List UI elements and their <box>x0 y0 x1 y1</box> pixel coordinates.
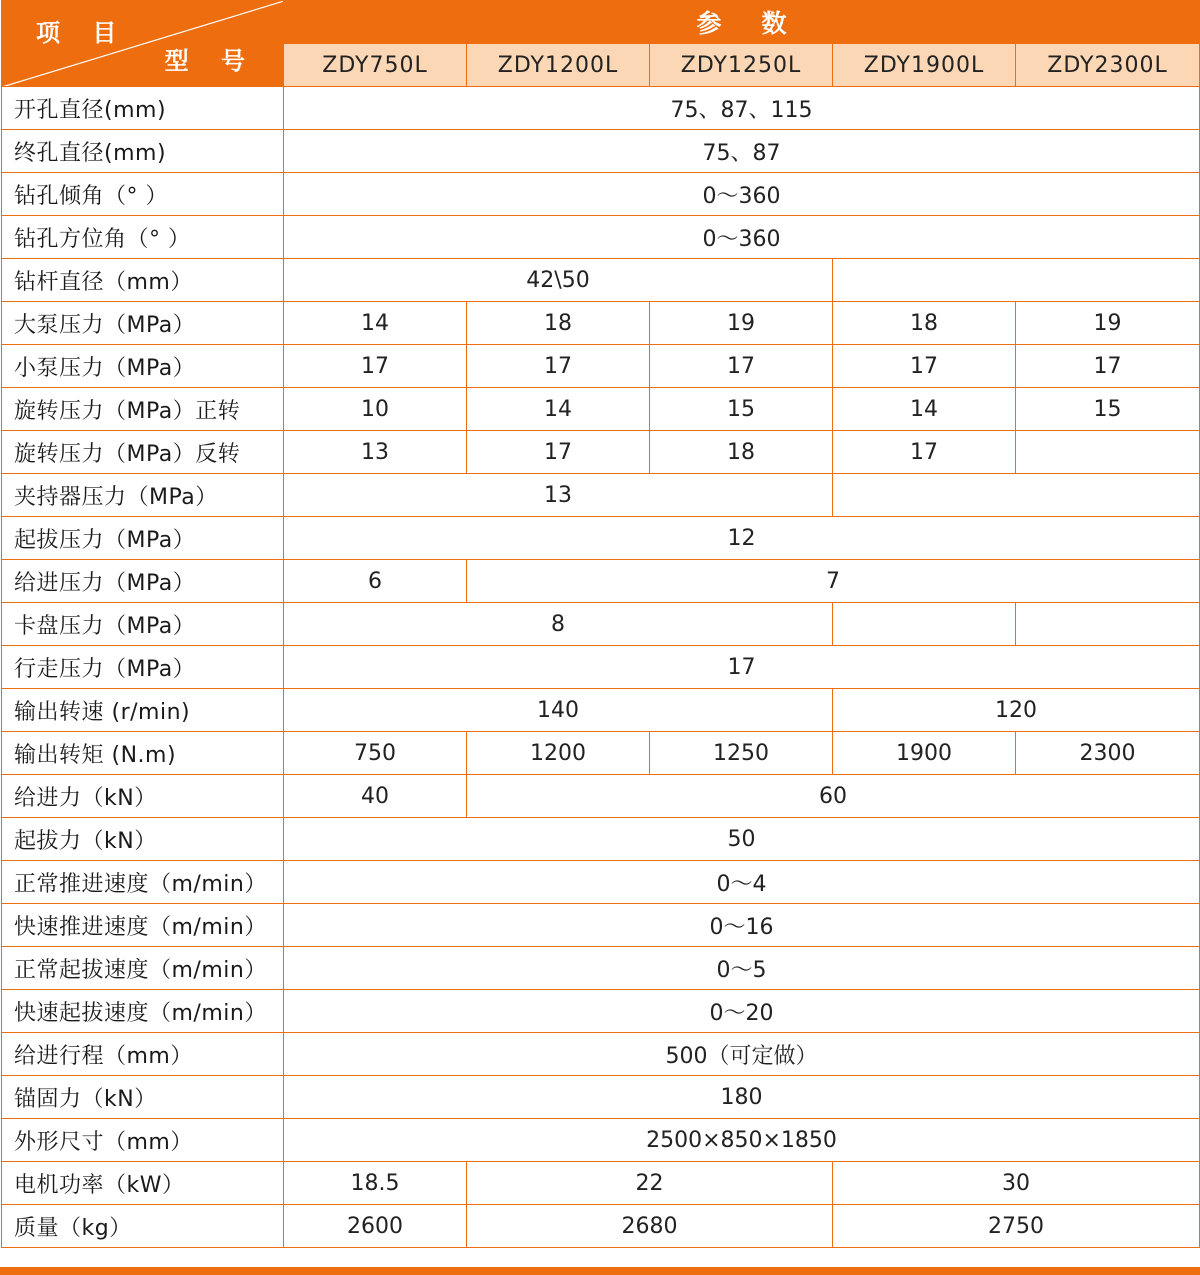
value-cell: 19 <box>650 302 833 345</box>
value-cell: 17 <box>284 646 1200 689</box>
row-label: 电机功率（kW） <box>2 1162 284 1205</box>
row-label: 终孔直径(mm) <box>2 130 284 173</box>
row-label: 质量（kg） <box>2 1205 284 1248</box>
table-row <box>2 130 1200 173</box>
row-label: 行走压力（MPa） <box>2 646 284 689</box>
value-cell: 1200 <box>467 732 650 775</box>
table-row <box>2 302 1200 345</box>
value-cell <box>1016 603 1200 646</box>
value-cell: 50 <box>284 818 1200 861</box>
value-cell <box>833 603 1016 646</box>
row-label: 钻孔倾角（° ） <box>2 173 284 216</box>
value-cell: 13 <box>284 474 833 517</box>
model-cell: ZDY2300L <box>1016 44 1200 87</box>
table-row <box>2 216 1200 259</box>
item-header: 项 目 <box>36 19 129 47</box>
value-cell: 15 <box>1016 388 1200 431</box>
value-cell: 18 <box>833 302 1016 345</box>
value-cell: 18.5 <box>284 1162 467 1205</box>
row-label: 卡盘压力（MPa） <box>2 603 284 646</box>
table-row <box>2 1076 1200 1119</box>
value-cell: 10 <box>284 388 467 431</box>
value-cell: 2680 <box>467 1205 833 1248</box>
row-label: 正常推进速度（m/min） <box>2 861 284 904</box>
table-row <box>2 517 1200 560</box>
spec-table <box>1 0 1200 1248</box>
value-cell <box>1016 431 1200 474</box>
table-row <box>2 1119 1200 1162</box>
row-label: 大泵压力（MPa） <box>2 302 284 345</box>
table-row <box>2 1162 1200 1205</box>
table-row <box>2 1205 1200 1248</box>
table-row <box>2 474 1200 517</box>
value-cell: 2750 <box>833 1205 1200 1248</box>
table-row <box>2 990 1200 1033</box>
value-cell: 18 <box>467 302 650 345</box>
value-cell: 30 <box>833 1162 1200 1205</box>
row-label: 起拔压力（MPa） <box>2 517 284 560</box>
row-label: 钻杆直径（mm） <box>2 259 284 302</box>
value-cell: 75、87 <box>284 130 1200 173</box>
value-cell: 140 <box>284 689 833 732</box>
value-cell: 14 <box>284 302 467 345</box>
value-cell <box>833 259 1200 302</box>
table-row <box>2 1033 1200 1076</box>
model-cell: ZDY750L <box>284 44 467 87</box>
table-row <box>2 861 1200 904</box>
value-cell: 0～360 <box>284 216 1200 259</box>
table-row <box>2 431 1200 474</box>
table-row <box>2 947 1200 990</box>
value-cell: 40 <box>284 775 467 818</box>
value-cell: 17 <box>1016 345 1200 388</box>
row-label: 夹持器压力（MPa） <box>2 474 284 517</box>
value-cell: 12 <box>284 517 1200 560</box>
row-label: 输出转矩 (N.m) <box>2 732 284 775</box>
table-row <box>2 646 1200 689</box>
model-header: 型 号 <box>164 47 257 75</box>
row-label: 快速推进速度（m/min） <box>2 904 284 947</box>
value-cell: 6 <box>284 560 467 603</box>
value-cell: 7 <box>467 560 1200 603</box>
table-row <box>2 603 1200 646</box>
table-row <box>2 560 1200 603</box>
table-row <box>2 818 1200 861</box>
row-label: 旋转压力（MPa）正转 <box>2 388 284 431</box>
table-row <box>2 732 1200 775</box>
row-label: 给进行程（mm） <box>2 1033 284 1076</box>
value-cell: 0～20 <box>284 990 1200 1033</box>
value-cell: 17 <box>467 345 650 388</box>
value-cell: 0～16 <box>284 904 1200 947</box>
table-row <box>2 345 1200 388</box>
table-row <box>2 904 1200 947</box>
model-cell: ZDY1900L <box>833 44 1016 87</box>
table-row <box>2 775 1200 818</box>
params-header: 参数 <box>284 1 1200 44</box>
row-label: 钻孔方位角（° ） <box>2 216 284 259</box>
value-cell: 60 <box>467 775 1200 818</box>
model-cell: ZDY1250L <box>650 44 833 87</box>
row-label: 小泵压力（MPa） <box>2 345 284 388</box>
value-cell: 0～4 <box>284 861 1200 904</box>
value-cell: 13 <box>284 431 467 474</box>
row-label: 给进力（kN） <box>2 775 284 818</box>
value-cell: 75、87、115 <box>284 87 1200 130</box>
row-label: 外形尺寸（mm） <box>2 1119 284 1162</box>
header-row <box>2 1 1200 44</box>
value-cell: 15 <box>650 388 833 431</box>
value-cell: 17 <box>467 431 650 474</box>
table-row <box>2 689 1200 732</box>
value-cell: 500（可定做） <box>284 1033 1200 1076</box>
row-label: 给进压力（MPa） <box>2 560 284 603</box>
value-cell: 750 <box>284 732 467 775</box>
row-label: 起拔力（kN） <box>2 818 284 861</box>
value-cell: 8 <box>284 603 833 646</box>
value-cell: 17 <box>833 431 1016 474</box>
table-row <box>2 388 1200 431</box>
value-cell: 22 <box>467 1162 833 1205</box>
row-label: 旋转压力（MPa）反转 <box>2 431 284 474</box>
row-label: 输出转速 (r/min) <box>2 689 284 732</box>
value-cell: 14 <box>833 388 1016 431</box>
row-label: 开孔直径(mm) <box>2 87 284 130</box>
value-cell: 17 <box>650 345 833 388</box>
value-cell: 2600 <box>284 1205 467 1248</box>
value-cell: 0～5 <box>284 947 1200 990</box>
value-cell: 2300 <box>1016 732 1200 775</box>
value-cell: 1250 <box>650 732 833 775</box>
value-cell: 19 <box>1016 302 1200 345</box>
table-row <box>2 259 1200 302</box>
value-cell: 120 <box>833 689 1200 732</box>
row-label: 锚固力（kN） <box>2 1076 284 1119</box>
model-cell: ZDY1200L <box>467 44 650 87</box>
value-cell: 17 <box>284 345 467 388</box>
value-cell: 14 <box>467 388 650 431</box>
value-cell: 42\50 <box>284 259 833 302</box>
value-cell: 18 <box>650 431 833 474</box>
row-label: 快速起拔速度（m/min） <box>2 990 284 1033</box>
value-cell: 1900 <box>833 732 1016 775</box>
value-cell <box>833 474 1200 517</box>
table-row <box>2 87 1200 130</box>
corner-header-cell <box>2 1 284 87</box>
value-cell: 180 <box>284 1076 1200 1119</box>
value-cell: 2500×850×1850 <box>284 1119 1200 1162</box>
table-row <box>2 173 1200 216</box>
row-label: 正常起拔速度（m/min） <box>2 947 284 990</box>
value-cell: 17 <box>833 345 1016 388</box>
value-cell: 0～360 <box>284 173 1200 216</box>
